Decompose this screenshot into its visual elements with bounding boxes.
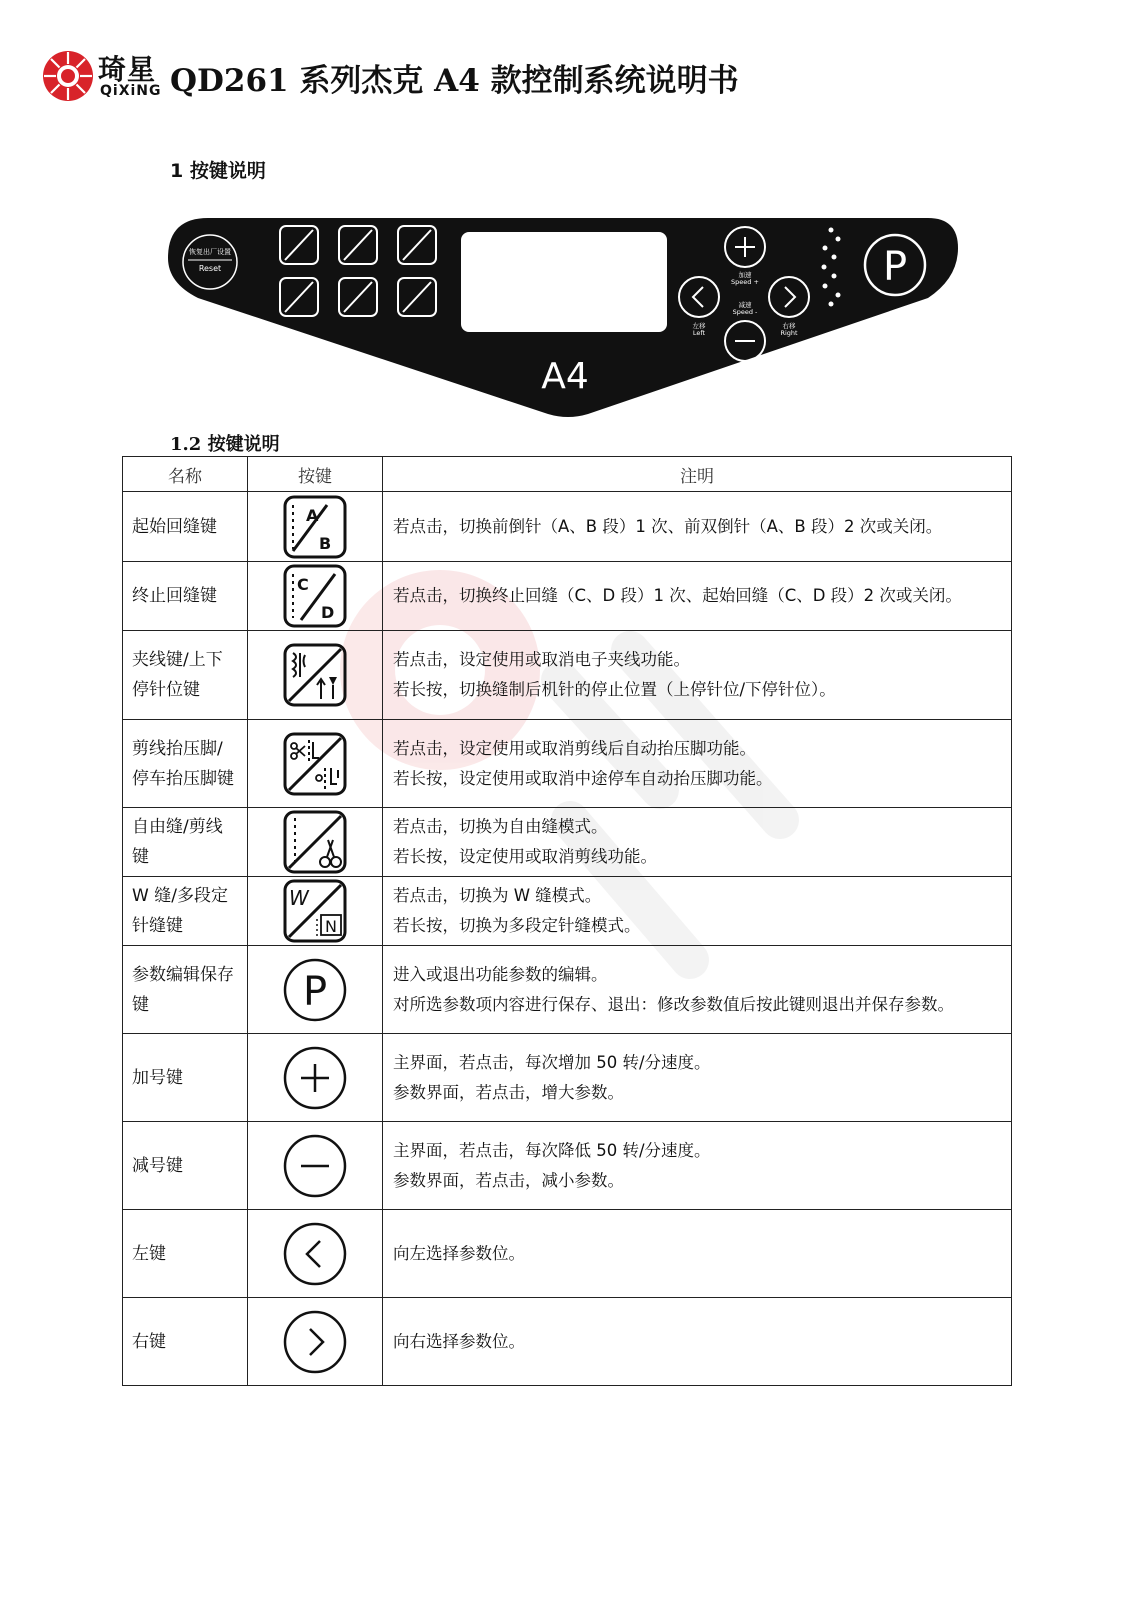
header-key: 按键 bbox=[248, 457, 383, 492]
model-label: A4 bbox=[541, 356, 589, 397]
key-description: 若点击，切换前倒针（A、B 段）1 次、前双倒针（A、B 段）2 次或关闭。 bbox=[393, 516, 943, 536]
key-name: 起始回缝键 bbox=[132, 516, 217, 537]
document-title: QD261 系列杰克 A4 款控制系统说明书 bbox=[170, 63, 739, 99]
svg-text:W: W bbox=[289, 886, 309, 910]
key-name: 终止回缝键 bbox=[132, 586, 217, 606]
reset-label-en: Reset bbox=[198, 264, 222, 273]
key-name: 剪线抬压脚/ bbox=[132, 738, 223, 759]
key-description: 向右选择参数位。 bbox=[393, 1331, 525, 1351]
speed-minus-en: Speed - bbox=[732, 308, 758, 316]
speed-plus-cn: 加速 bbox=[738, 271, 752, 279]
left-label-en: Left bbox=[692, 329, 706, 337]
key-description: 向左选择参数位。 bbox=[393, 1243, 525, 1263]
key-description: 对所选参数项内容进行保存、退出：修改参数值后按此键则退出并保存参数。 bbox=[393, 994, 954, 1014]
table-row bbox=[123, 1210, 1012, 1298]
table-row bbox=[123, 1298, 1012, 1386]
keys-table bbox=[122, 456, 1012, 1386]
speed-minus-cn: 减速 bbox=[738, 301, 752, 309]
key-description: 主界面，若点击，每次增加 50 转/分速度。 bbox=[393, 1052, 711, 1072]
svg-text:A: A bbox=[306, 505, 319, 525]
key-name: 自由缝/剪线 bbox=[132, 817, 223, 837]
svg-text:D: D bbox=[321, 603, 335, 622]
key-description: 若点击，切换为 W 缝模式。 bbox=[393, 886, 602, 905]
key-description: 若点击，切换为自由缝模式。 bbox=[393, 817, 608, 836]
minus-key-icon bbox=[282, 1133, 348, 1199]
section-1-heading: 1 按键说明 bbox=[170, 160, 266, 182]
key-description: 若点击，设定使用或取消剪线后自动抬压脚功能。 bbox=[393, 738, 756, 758]
key-name: 键 bbox=[132, 994, 149, 1015]
table-row bbox=[123, 562, 1012, 631]
plus-key-icon bbox=[282, 1045, 348, 1111]
table-row bbox=[123, 720, 1012, 808]
key-name: W 缝/多段定 bbox=[132, 886, 228, 906]
free-sew-trim-icon bbox=[283, 810, 347, 874]
end-backtack-icon bbox=[283, 564, 347, 628]
key-description: 进入或退出功能参数的编辑。 bbox=[393, 964, 608, 984]
speed-plus-en: Speed + bbox=[731, 278, 759, 286]
key-description: 若长按，设定使用或取消中途停车自动抬压脚功能。 bbox=[393, 768, 773, 788]
section-1-2-heading: 1.2 按键说明 bbox=[170, 434, 280, 455]
p-key-label: P bbox=[302, 968, 328, 1015]
brand-name-cn: 琦星 bbox=[98, 53, 157, 86]
svg-text:N: N bbox=[325, 917, 337, 936]
key-name: 减号键 bbox=[132, 1155, 183, 1176]
right-label-cn: 右移 bbox=[782, 322, 796, 330]
brand-name-en: QiXiNG bbox=[100, 83, 162, 99]
thread-clamp-needle-position-icon bbox=[283, 643, 347, 707]
table-row bbox=[123, 631, 1012, 720]
right-label-en: Right bbox=[780, 329, 798, 337]
key-name: 停车抬压脚键 bbox=[132, 768, 234, 789]
key-description: 主界面，若点击，每次降低 50 转/分速度。 bbox=[393, 1140, 711, 1160]
p-label: P bbox=[882, 244, 908, 290]
key-name: 右键 bbox=[132, 1331, 166, 1352]
header-note: 注明 bbox=[383, 457, 1012, 492]
key-name: 停针位键 bbox=[132, 680, 200, 700]
w-sew-multi-stitch-icon bbox=[283, 879, 347, 943]
qixing-logo-icon bbox=[42, 50, 94, 102]
table-row bbox=[123, 1122, 1012, 1210]
key-description: 若长按，切换为多段定针缝模式。 bbox=[393, 916, 641, 935]
right-key-icon bbox=[282, 1309, 348, 1375]
left-label-cn: 左移 bbox=[692, 322, 706, 330]
reset-label-cn: 恢复出厂设置 bbox=[189, 248, 231, 256]
key-description: 参数界面，若点击，增大参数。 bbox=[393, 1082, 624, 1102]
svg-text:B: B bbox=[319, 533, 332, 553]
lcd-display bbox=[461, 232, 667, 332]
key-description: 若长按，设定使用或取消剪线功能。 bbox=[393, 847, 657, 866]
document-header bbox=[42, 48, 802, 104]
key-description: 若长按，切换缝制后机针的停止位置（上停针位/下停针位）。 bbox=[393, 680, 836, 699]
header-name: 名称 bbox=[123, 457, 248, 492]
key-description: 若点击，设定使用或取消电子夹线功能。 bbox=[393, 650, 690, 669]
table-header-row bbox=[123, 457, 1012, 492]
key-name: 左键 bbox=[132, 1243, 166, 1264]
table-row bbox=[123, 946, 1012, 1034]
table-row bbox=[123, 1034, 1012, 1122]
table-row bbox=[123, 877, 1012, 946]
presser-foot-lift-icon bbox=[283, 732, 347, 796]
key-name: 夹线键/上下 bbox=[132, 650, 223, 670]
key-name: 加号键 bbox=[132, 1067, 183, 1088]
key-name: 参数编辑保存 bbox=[132, 964, 234, 985]
start-backtack-icon bbox=[283, 495, 347, 559]
svg-text:C: C bbox=[297, 575, 309, 594]
key-name: 针缝键 bbox=[132, 916, 183, 936]
table-row bbox=[123, 492, 1012, 562]
control-panel-illustration bbox=[168, 218, 958, 428]
p-key-icon bbox=[282, 957, 348, 1023]
key-name: 键 bbox=[132, 847, 149, 867]
table-row bbox=[123, 808, 1012, 877]
left-key-icon bbox=[282, 1221, 348, 1287]
key-description: 若点击，切换终止回缝（C、D 段）1 次、起始回缝（C、D 段）2 次或关闭。 bbox=[393, 586, 962, 605]
key-description: 参数界面，若点击，减小参数。 bbox=[393, 1170, 624, 1190]
